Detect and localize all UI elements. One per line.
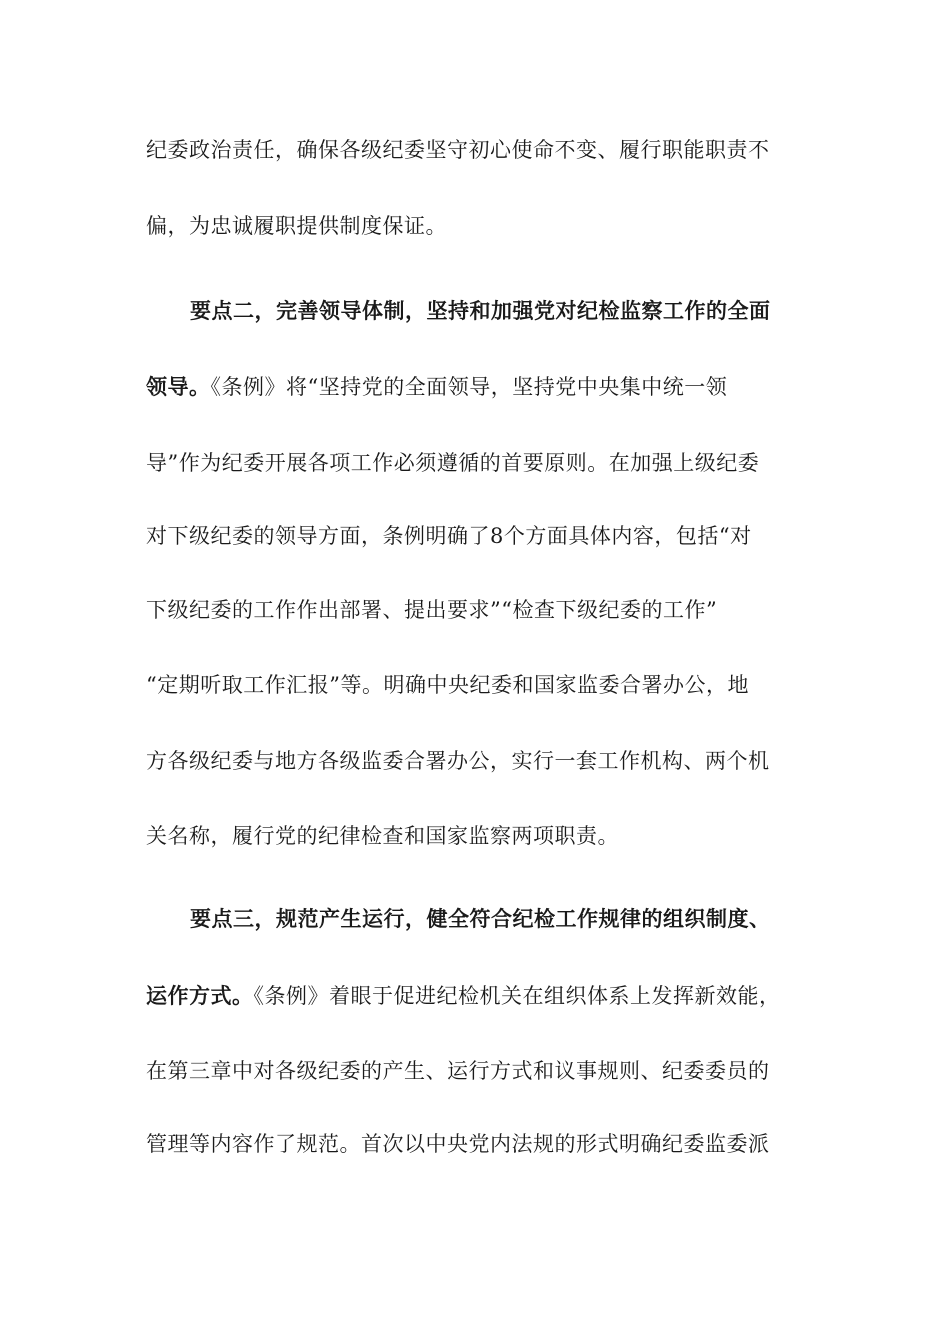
paragraph-3-line-1 — [146, 980, 806, 1012]
paragraph-3-line-2: 在第三章中对各级纪委的产生、运行方式和议事规则、纪委委员的 — [146, 1059, 770, 1083]
paragraph-3-line-3: 管理等内容作了规范。首次以中央党内法规的形式明确纪委监委派 — [146, 1132, 770, 1156]
paragraph-1-line-2: 偏，为忠诚履职提供制度保证。 — [146, 214, 447, 238]
paragraph-2-line-5: “定期听取工作汇报”等。明确中央纪委和国家监委合署办公，地 — [146, 673, 749, 697]
paragraph-2-line-6: 方各级纪委与地方各级监委合署办公，实行一套工作机构、两个机 — [146, 749, 770, 773]
paragraph-2-line-3: 对下级纪委的领导方面，条例明确了8个方面具体内容，包括“对 — [146, 524, 752, 548]
key-point-two-heading-end: 领导。 — [146, 374, 211, 399]
key-point-three-heading: 要点三，规范产生运行，健全符合纪检工作规律的组织制度、 — [190, 906, 771, 931]
paragraph-3-text-start: 《条例》着眼于促进纪检机关在组织体系上发挥新效能， — [253, 984, 781, 1008]
paragraph-1-line-1: 纪委政治责任，确保各级纪委坚守初心使命不变、履行职能职责不 — [146, 138, 770, 162]
paragraph-2-line-1 — [146, 371, 806, 403]
paragraph-2-line-2: 导”作为纪委开展各项工作必须遵循的首要原则。在加强上级纪委 — [146, 451, 760, 475]
key-point-three-heading-end: 运作方式。 — [146, 983, 254, 1008]
paragraph-2-line-7: 关名称，履行党的纪律检查和国家监察两项职责。 — [146, 824, 619, 848]
paragraph-2-text-start: 《条例》将“坚持党的全面领导，坚持党中央集中统一领 — [210, 375, 728, 399]
paragraph-2-line-4: 下级纪委的工作作出部署、提出要求”“检查下级纪委的工作” — [146, 598, 718, 622]
key-point-two-heading: 要点二，完善领导体制，坚持和加强党对纪检监察工作的全面 — [190, 298, 771, 323]
